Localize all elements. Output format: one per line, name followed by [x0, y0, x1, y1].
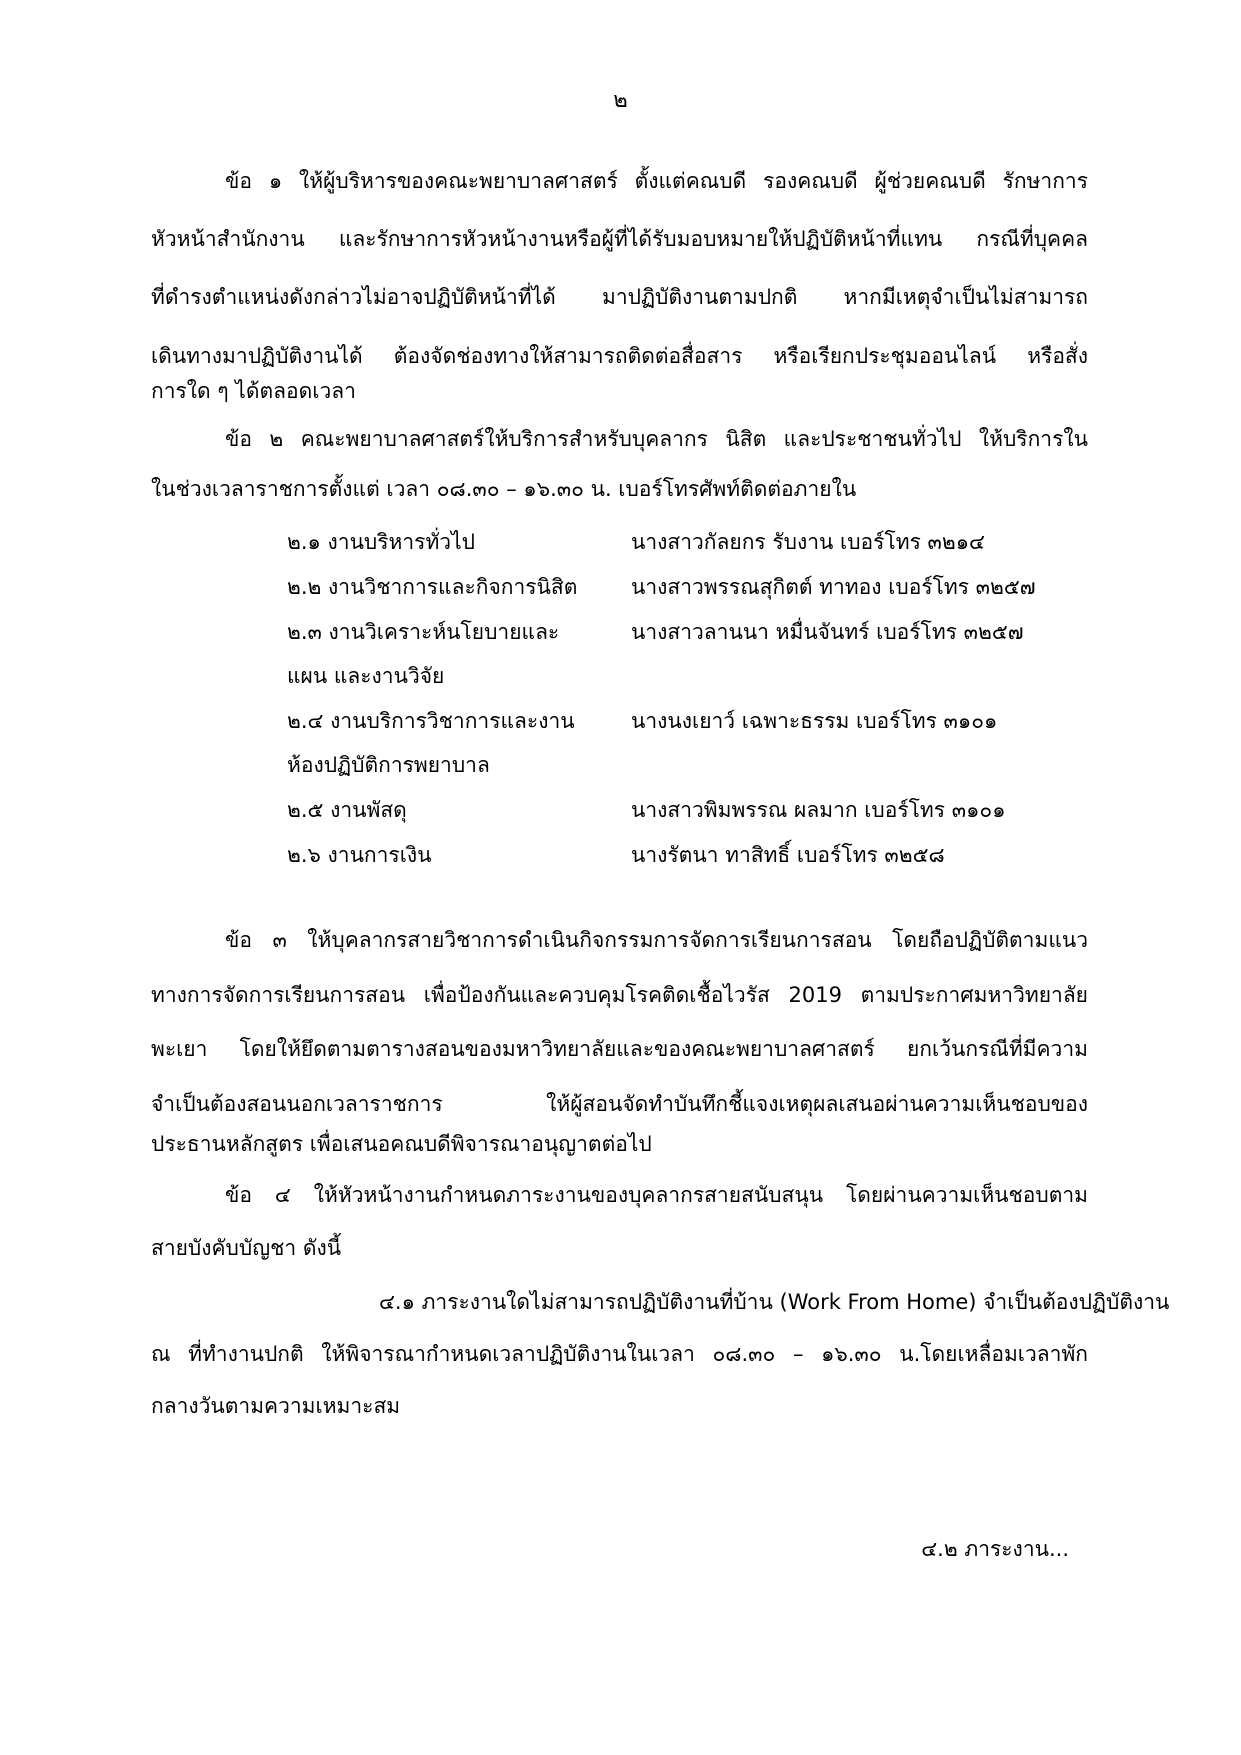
continuation-note: ๔.๒ ภาระงาน...: [921, 1537, 1069, 1561]
contact-unit: ๒.๓ งานวิเคราะห์นโยบายและ: [287, 620, 560, 644]
contact-unit: ๒.๒ งานวิชาการและกิจการนิสิต: [287, 575, 578, 599]
clause1-line-4: เดินทางมาปฏิบัติงานได้ ต้องจัดช่องทางให้สามารถติดต่อสื่อสาร หรือเรียกประชุมออนไลน์ หรือสั่ง: [151, 344, 1088, 368]
clause4-1-line-2: ณ ที่ทำงานปกติ ให้พิจารณากำหนดเวลาปฏิบัติงานในเวลา ๐๘.๓๐ – ๑๖.๓๐ น.โดยเหลื่อมเวลาพัก: [151, 1342, 1088, 1366]
clause4-1-line-3: กลางวันตามความเหมาะสม: [151, 1394, 401, 1418]
contact-person: นางสาวลานนา หมื่นจันทร์ เบอร์โทร ๓๒๕๗: [631, 620, 1024, 644]
clause4-1-line-1: ๔.๑ ภาระงานใดไม่สามารถปฏิบัติงานที่บ้าน (Work From Home) จำเป็นต้องปฏิบัติงาน: [379, 1290, 1170, 1314]
clause2-line-2: ในช่วงเวลาราชการตั้งแต่ เวลา ๐๘.๓๐ – ๑๖.๓๐ น. เบอร์โทรศัพท์ติดต่อภายใน: [151, 477, 857, 501]
clause2-line-1: ข้อ ๒ คณะพยาบาลศาสตร์ให้บริการสำหรับบุคลากร นิสิต และประชาชนทั่วไป ให้บริการใน: [225, 427, 1088, 451]
contact-person: นางรัตนา ทาสิทธิ์ เบอร์โทร ๓๒๕๘: [631, 843, 945, 867]
contact-unit-continued: แผน และงานวิจัย: [287, 664, 445, 688]
contact-unit: ๒.๕ งานพัสดุ: [287, 798, 407, 822]
contact-unit: ๒.๑ งานบริหารทั่วไป: [287, 530, 475, 554]
contact-person: นางสาวพรรณสุกิตต์ ทาทอง เบอร์โทร ๓๒๕๗: [631, 575, 1036, 599]
clause3-line-5: ประธานหลักสูตร เพื่อเสนอคณบดีพิจารณาอนุญาตต่อไป: [151, 1132, 652, 1156]
contact-person: นางสาวพิมพรรณ ผลมาก เบอร์โทร ๓๑๐๑: [631, 798, 1006, 822]
contact-unit: ๒.๔ งานบริการวิชาการและงาน: [287, 709, 575, 733]
clause3-line-4: จำเป็นต้องสอนนอกเวลาราชการ ให้ผู้สอนจัดทำบันทึกชี้แจงเหตุผลเสนอผ่านความเห็นชอบของ: [151, 1092, 1088, 1116]
clause4-line-2: สายบังคับบัญชา ดังนี้: [151, 1236, 342, 1260]
contact-person: นางสาวกัลยกร รับงาน เบอร์โทร ๓๒๑๔: [631, 530, 985, 554]
contact-unit: ๒.๖ งานการเงิน: [287, 843, 432, 867]
page-number: ๒: [613, 88, 628, 113]
clause3-line-2: ทางการจัดการเรียนการสอน เพื่อป้องกันและควบคุมโรคติดเชื้อไวรัส 2019 ตามประกาศมหาวิทยาลัย: [151, 983, 1088, 1007]
clause1-line-1: ข้อ ๑ ให้ผู้บริหารของคณะพยาบาลศาสตร์ ตั้งแต่คณบดี รองคณบดี ผู้ช่วยคณบดี รักษาการ: [225, 169, 1088, 193]
clause1-line-3: ที่ดำรงตำแหน่งดังกล่าวไม่อาจปฏิบัติหน้าที่ได้ มาปฏิบัติงานตามปกติ หากมีเหตุจำเป็นไม่สามารถ: [151, 285, 1088, 309]
clause4-line-1: ข้อ ๔ ให้หัวหน้างานกำหนดภาระงานของบุคลากรสายสนับสนุน โดยผ่านความเห็นชอบตาม: [225, 1183, 1088, 1207]
clause3-line-3: พะเยา โดยให้ยึดตามตารางสอนของมหาวิทยาลัยและของคณะพยาบาลศาสตร์ ยกเว้นกรณีที่มีความ: [151, 1037, 1088, 1061]
clause3-line-1: ข้อ ๓ ให้บุคลากรสายวิชาการดำเนินกิจกรรมการจัดการเรียนการสอน โดยถือปฏิบัติตามแนว: [225, 928, 1088, 952]
contact-unit-continued: ห้องปฏิบัติการพยาบาล: [287, 753, 490, 777]
clause1-line-5: การใด ๆ ได้ตลอดเวลา: [151, 379, 356, 403]
clause1-line-2: หัวหน้าสำนักงาน และรักษาการหัวหน้างานหรือผู้ที่ได้รับมอบหมายให้ปฏิบัติหน้าที่แทน กรณีที่บุคคล: [151, 227, 1088, 251]
contact-person: นางนงเยาว์ เฉพาะธรรม เบอร์โทร ๓๑๐๑: [631, 709, 998, 733]
